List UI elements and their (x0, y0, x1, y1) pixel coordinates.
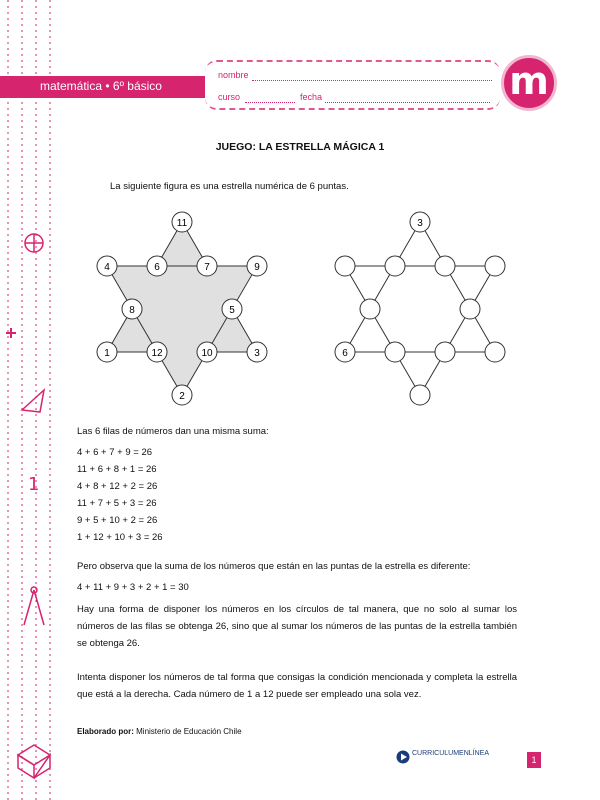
svg-text:3: 3 (254, 348, 260, 359)
intro-text: La siguiente figura es una estrella numérica de 6 puntas. (110, 181, 349, 192)
subject-grade-label: matemática • 6º básico (40, 79, 162, 93)
rows-intro-text: Las 6 filas de números dan una misma suma: (77, 426, 269, 437)
star-right-nodes (335, 212, 505, 405)
star-node (197, 256, 217, 276)
svg-text:5: 5 (229, 305, 235, 316)
name-label: nombre (218, 70, 249, 80)
star-node (97, 342, 117, 362)
star-node (247, 342, 267, 362)
svg-text:9: 9 (254, 262, 260, 273)
svg-text:12: 12 (151, 348, 163, 359)
equation-line: 11 + 7 + 5 + 3 = 26 (77, 498, 157, 509)
points-intro-text: Pero observa que la suma de los números que están en las puntas de la estrella es diferente: (77, 561, 471, 572)
star-slot[interactable] (460, 299, 480, 319)
star-left (97, 212, 267, 405)
number-one-icon: 1 (28, 474, 40, 495)
svg-text:1: 1 (104, 348, 110, 359)
svg-text:8: 8 (129, 305, 135, 316)
page-title: JUEGO: LA ESTRELLA MÁGICA 1 (215, 141, 385, 153)
star-slot[interactable] (335, 256, 355, 276)
star-node (147, 342, 167, 362)
equation-line: 4 + 8 + 12 + 2 = 26 (77, 481, 158, 492)
star-node (197, 342, 217, 362)
star-node (247, 256, 267, 276)
star-slot[interactable] (410, 385, 430, 405)
credit-value: Ministerio de Educación Chile (136, 727, 242, 736)
footer-brand: CURRICULUMENLÍNEA (412, 750, 490, 757)
equation-line: 11 + 6 + 8 + 1 = 26 (77, 464, 157, 475)
date-label: fecha (300, 92, 323, 102)
svg-text:6: 6 (342, 348, 348, 359)
svg-text:4: 4 (104, 262, 110, 273)
star-slot[interactable] (360, 299, 380, 319)
svg-text:11: 11 (176, 218, 188, 229)
svg-text:2: 2 (179, 391, 185, 402)
equation-line: 1 + 12 + 10 + 3 = 26 (77, 532, 163, 543)
star-slot[interactable] (485, 342, 505, 362)
points-equation: 4 + 11 + 9 + 3 + 2 + 1 = 30 (77, 582, 189, 593)
svg-text:3: 3 (417, 218, 423, 229)
star-slot[interactable] (435, 256, 455, 276)
star-slot[interactable] (485, 256, 505, 276)
star-right (335, 212, 505, 405)
course-label: curso (218, 92, 241, 102)
star-node (122, 299, 142, 319)
equation-line: 9 + 5 + 10 + 2 = 26 (77, 515, 158, 526)
svg-text:7: 7 (204, 262, 210, 273)
star-node (97, 256, 117, 276)
math-logo: m (501, 55, 557, 111)
equation-line: 4 + 6 + 7 + 9 = 26 (77, 447, 153, 458)
paragraph-challenge: Hay una forma de disponer los números en los círculos de tal manera, que no solo al sumar los números de las filas se obtenga 26, sino que al sumar los números de las puntas de la estrella también se obtenga 26. (77, 604, 517, 649)
star-slot[interactable] (385, 342, 405, 362)
star-node (222, 299, 242, 319)
star-slot[interactable] (335, 342, 355, 362)
paragraph-instructions: Intenta disponer los números de tal forma que consigas la condición mencionada y completa la estrella que está a la derecha. Cada número de 1 a 12 puede ser empleado una sola vez. (77, 672, 517, 700)
svg-text:10: 10 (201, 348, 213, 359)
star-slot[interactable] (385, 256, 405, 276)
svg-text:6: 6 (154, 262, 160, 273)
star-slot[interactable] (435, 342, 455, 362)
star-node (147, 256, 167, 276)
credit-label: Elaborado por: (77, 727, 134, 736)
curriculum-logo-icon (396, 750, 410, 764)
star-node (172, 385, 192, 405)
star-slot[interactable] (410, 212, 430, 232)
credit-line (77, 727, 242, 736)
star-node (172, 212, 192, 232)
page-number: 1 (527, 752, 541, 768)
